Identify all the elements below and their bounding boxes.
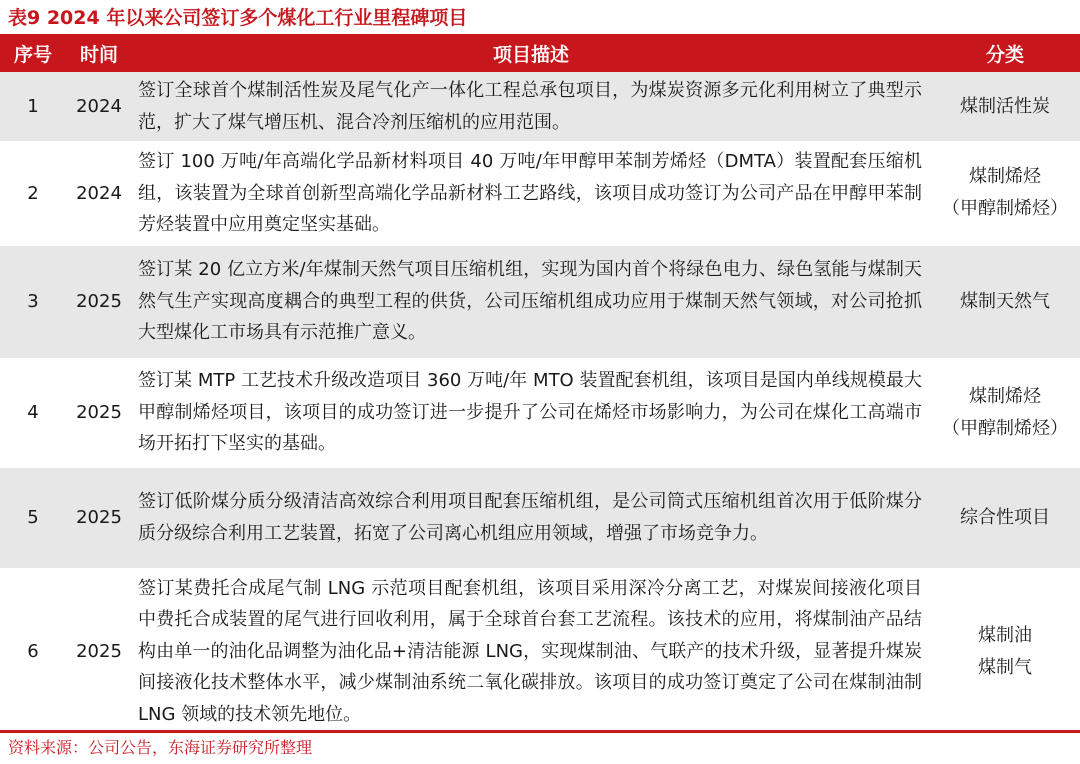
row-category bbox=[930, 359, 1080, 467]
category-line: 煤制烯烃 bbox=[969, 385, 1041, 407]
category-line: 煤制活性炭 bbox=[960, 95, 1050, 117]
row-index: 4 bbox=[0, 359, 66, 467]
row-index: 6 bbox=[0, 569, 66, 735]
row-year: 2024 bbox=[66, 72, 132, 142]
source-note: 资料来源：公司公告，东海证券研究所整理 bbox=[8, 738, 313, 757]
row-index: 3 bbox=[0, 245, 66, 359]
row-year: 2024 bbox=[66, 142, 132, 245]
table-row bbox=[0, 245, 1080, 359]
row-year: 2025 bbox=[66, 569, 132, 735]
row-year: 2025 bbox=[66, 359, 132, 467]
header-index: 序号 bbox=[0, 34, 66, 72]
header-category: 分类 bbox=[930, 34, 1080, 72]
row-description: 签订低阶煤分质分级清洁高效综合利用项目配套压缩机组，是公司筒式压缩机组首次用于低阶煤分质分级综合利用工艺装置，拓宽了公司离心机组应用领域，增强了市场竞争力。 bbox=[132, 467, 930, 569]
row-description: 签订某 20 亿立方米/年煤制天然气项目压缩机组，实现为国内首个将绿色电力、绿色氢能与煤制天然气生产实现高度耦合的典型工程的供货，公司压缩机组成功应用于煤制天然气领域，对公司抢抓大型煤化工市场具有示范推广意义。 bbox=[132, 245, 930, 359]
category-line: 煤制油 bbox=[978, 624, 1032, 646]
row-index: 5 bbox=[0, 467, 66, 569]
row-category bbox=[930, 142, 1080, 245]
row-category bbox=[930, 467, 1080, 569]
table-row bbox=[0, 359, 1080, 467]
table-row bbox=[0, 72, 1080, 142]
row-category bbox=[930, 245, 1080, 359]
category-line: （甲醇制烯烃） bbox=[942, 198, 1068, 220]
category-line: 煤制天然气 bbox=[960, 290, 1050, 312]
projects-table bbox=[0, 34, 1080, 736]
row-description: 签订某 MTP 工艺技术升级改造项目 360 万吨/年 MTO 装置配套机组，该项目是国内单线规模最大甲醇制烯烃项目，该项目的成功签订进一步提升了公司在烯烃市场影响力，为公司在煤化工高端市场开拓打下坚实的基础。 bbox=[132, 359, 930, 467]
header-year: 时间 bbox=[66, 34, 132, 72]
row-description: 签订某费托合成尾气制 LNG 示范项目配套机组，该项目采用深冷分离工艺，对煤炭间接液化项目中费托合成装置的尾气进行回收利用，属于全球首台套工艺流程。该技术的应用，将煤制油产品结构由单一的油化品调整为油化品+清洁能源 LNG，实现煤制油、气联产的技术升级，显著提升煤炭间接液化技术整体水平，减少煤制油系统二氧化碳排放。该项目的成功签订奠定了公司在煤制油制 LNG 领域的技术领先地位。 bbox=[132, 569, 930, 735]
bottom-divider bbox=[0, 730, 1080, 733]
row-year: 2025 bbox=[66, 245, 132, 359]
table-row bbox=[0, 142, 1080, 245]
row-index: 1 bbox=[0, 72, 66, 142]
table-header-row bbox=[0, 34, 1080, 72]
row-category bbox=[930, 72, 1080, 142]
header-description: 项目描述 bbox=[132, 34, 930, 72]
row-index: 2 bbox=[0, 142, 66, 245]
category-line: 综合性项目 bbox=[960, 506, 1050, 528]
category-line: 煤制气 bbox=[978, 656, 1032, 678]
table-row bbox=[0, 467, 1080, 569]
row-category bbox=[930, 569, 1080, 735]
table-title: 表9 2024 年以来公司签订多个煤化工行业里程碑项目 bbox=[8, 7, 468, 29]
row-description: 签订 100 万吨/年高端化学品新材料项目 40 万吨/年甲醇甲苯制芳烯烃（DMTA）装置配套压缩机组，该装置为全球首创新型高端化学品新材料工艺路线，该项目成功签订为公司产品在甲醇甲苯制芳烃装置中应用奠定坚实基础。 bbox=[132, 142, 930, 245]
table-row bbox=[0, 569, 1080, 735]
row-description: 签订全球首个煤制活性炭及尾气化产一体化工程总承包项目，为煤炭资源多元化利用树立了典型示范，扩大了煤气增压机、混合冷剂压缩机的应用范围。 bbox=[132, 72, 930, 142]
category-line: （甲醇制烯烃） bbox=[942, 417, 1068, 439]
category-line: 煤制烯烃 bbox=[969, 166, 1041, 188]
row-year: 2025 bbox=[66, 467, 132, 569]
